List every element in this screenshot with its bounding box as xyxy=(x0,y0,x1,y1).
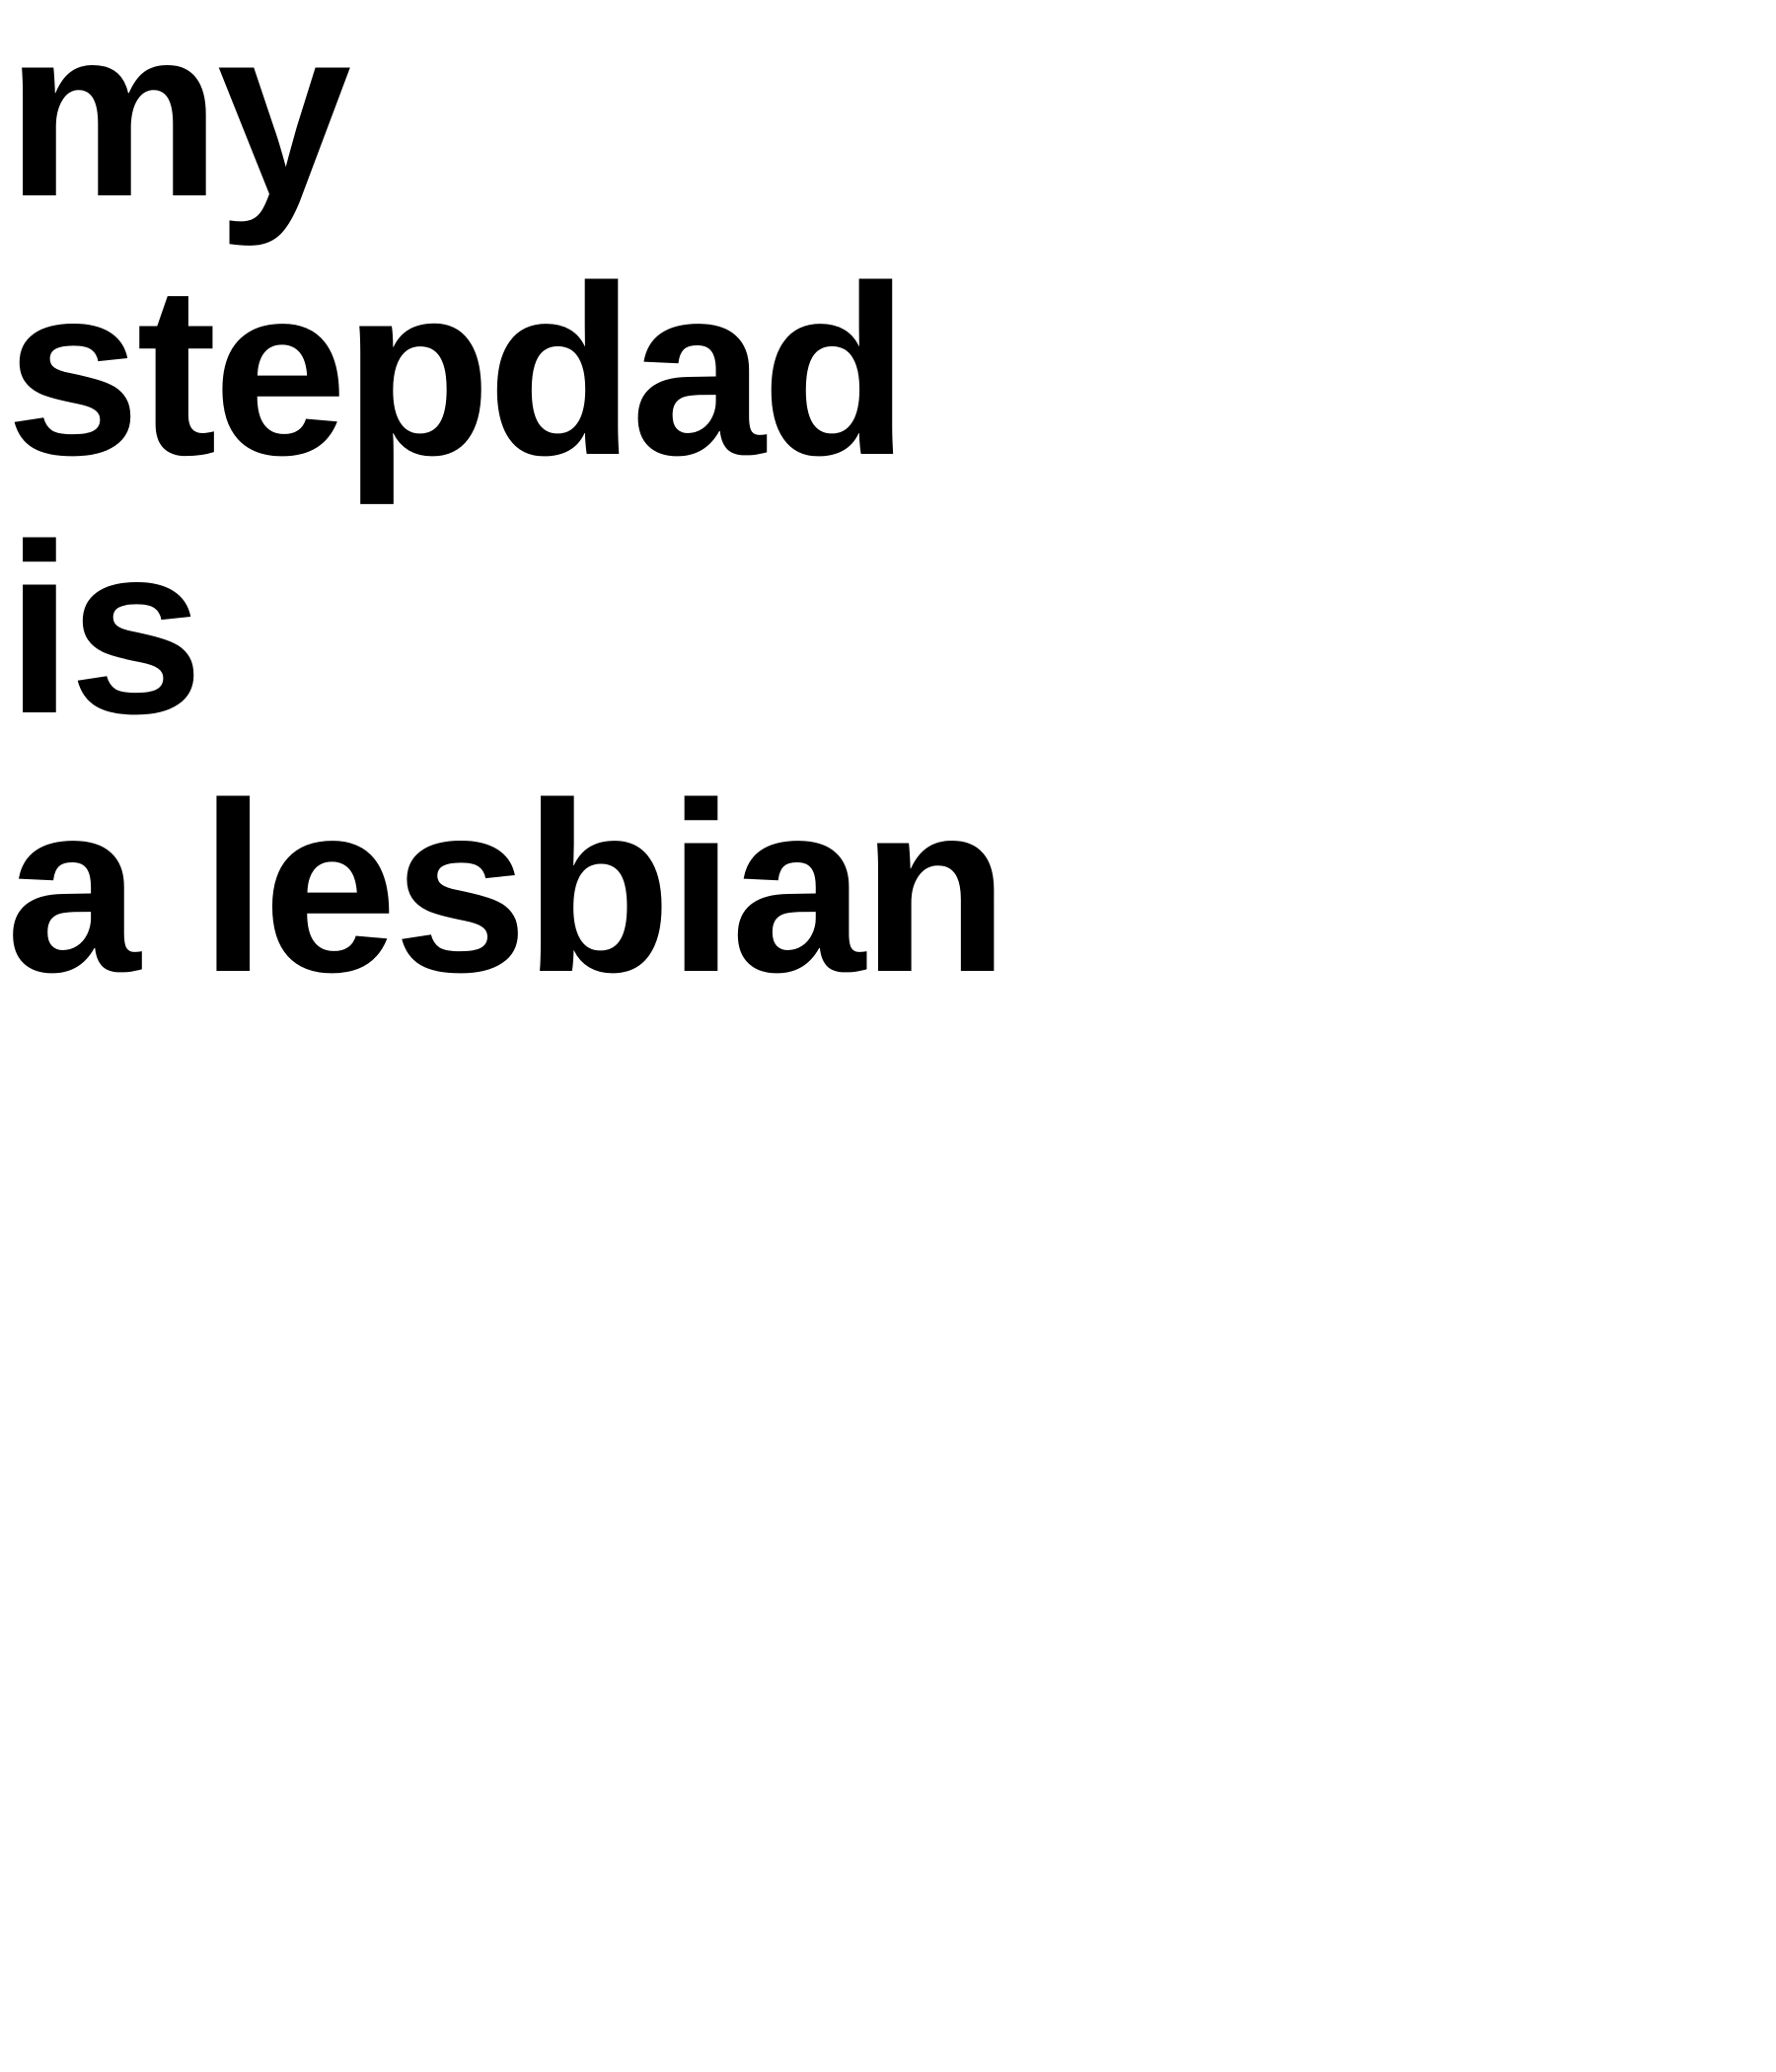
headline-line-2: stepdad xyxy=(6,235,906,505)
headline-line-3: is xyxy=(6,493,200,764)
headline-line-4: a lesbian xyxy=(6,752,1005,1022)
headline xyxy=(6,0,1005,1022)
headline-line-1: my xyxy=(6,0,348,247)
